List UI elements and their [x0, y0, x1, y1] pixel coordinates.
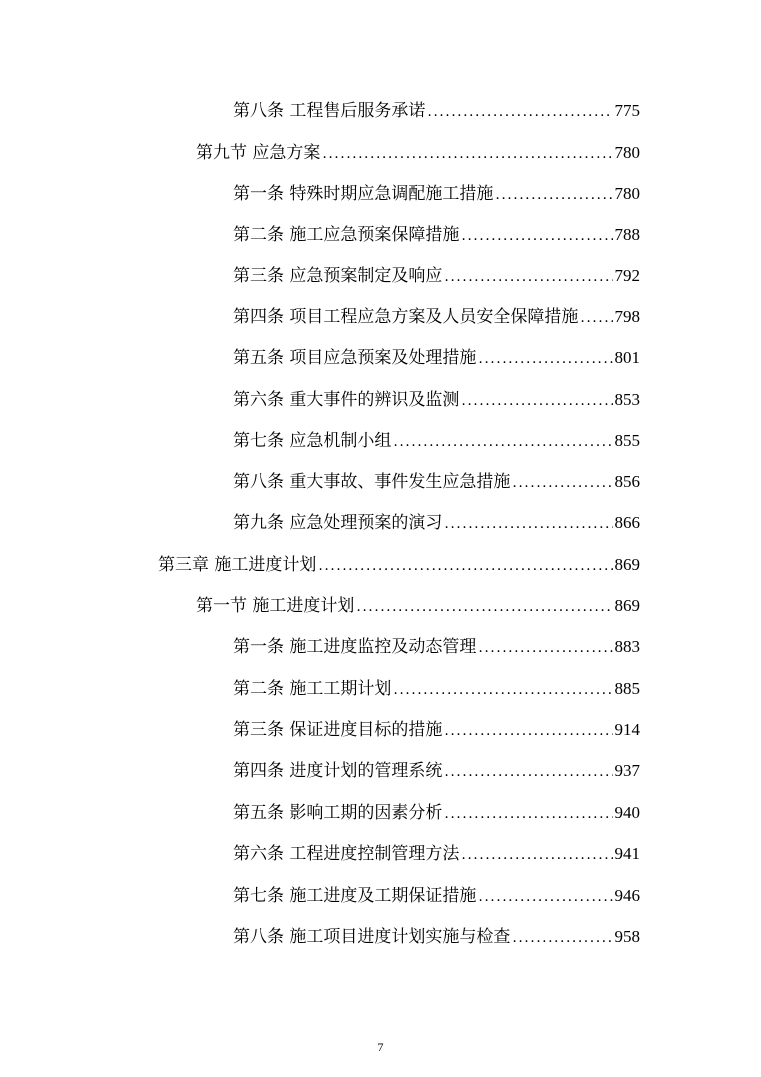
toc-entry-title: 第二条 施工工期计划: [233, 679, 392, 699]
toc-leader-dots: [461, 842, 612, 868]
toc-entry: [233, 428, 640, 454]
toc-entry-page: 941: [614, 844, 640, 863]
toc-entry-title: 第八条 重大事故、事件发生应急措施: [233, 472, 511, 492]
toc-entry: [233, 510, 640, 536]
toc-entry-title: 第二条 施工应急预案保障措施: [233, 225, 460, 245]
toc-entry: [233, 304, 640, 330]
toc-leader-dots: [444, 718, 612, 744]
toc-entry: [233, 841, 640, 867]
toc-entry: [233, 883, 640, 909]
toc-leader-dots: [356, 594, 612, 620]
toc-entry-title: 第五条 影响工期的因素分析: [233, 803, 443, 823]
toc-entry-title: 第八条 施工项目进度计划实施与检查: [233, 927, 511, 947]
toc-entry-page: 869: [614, 555, 640, 574]
toc-leader-dots: [393, 429, 612, 455]
toc-entry-title: 第四条 进度计划的管理系统: [233, 761, 443, 781]
toc-entry-page: 855: [614, 431, 640, 450]
toc-entry-page: 937: [614, 761, 640, 780]
toc-entry-page: 788: [614, 225, 640, 244]
toc-entry: [233, 98, 640, 124]
toc-entry-page: 798: [614, 307, 640, 326]
toc-entry: [233, 222, 640, 248]
toc-entry-page: 914: [614, 720, 640, 739]
toc-entry-page: 792: [614, 266, 640, 285]
page-number: 7: [377, 1040, 384, 1054]
toc-entry: [233, 469, 640, 495]
toc-leader-dots: [318, 553, 612, 579]
toc-entry-title: 第一条 施工进度监控及动态管理: [233, 637, 477, 657]
toc-leader-dots: [393, 677, 612, 703]
toc-entry: [196, 593, 640, 619]
toc-entry: [233, 758, 640, 784]
toc-entry-title: 第五条 项目应急预案及处理措施: [233, 348, 477, 368]
toc-entry-page: 780: [614, 143, 640, 162]
toc-entry: [233, 181, 640, 207]
toc-leader-dots: [512, 470, 612, 496]
toc-leader-dots: [478, 635, 612, 661]
toc-entry-page: 780: [614, 184, 640, 203]
toc-entry-title: 第六条 工程进度控制管理方法: [233, 844, 460, 864]
toc-leader-dots: [444, 759, 612, 785]
toc-entry-title: 第一节 施工进度计划: [196, 596, 355, 616]
toc-leader-dots: [444, 511, 612, 537]
toc-leader-dots: [444, 801, 612, 827]
toc-entry-page: 940: [614, 803, 640, 822]
toc-entry: [233, 924, 640, 950]
toc-leader-dots: [444, 264, 612, 290]
toc-leader-dots: [461, 223, 612, 249]
toc-entry: [196, 140, 640, 166]
toc-entry-title: 第八条 工程售后服务承诺: [233, 101, 426, 121]
toc-entry-title: 第七条 应急机制小组: [233, 431, 392, 451]
toc-leader-dots: [478, 346, 612, 372]
toc-leader-dots: [461, 388, 612, 414]
toc-leader-dots: [322, 141, 612, 167]
toc-entry-page: 869: [614, 596, 640, 615]
toc-entry-title: 第一条 特殊时期应急调配施工措施: [233, 184, 494, 204]
toc-entry-title: 第三章 施工进度计划: [158, 555, 317, 575]
toc-entry: [233, 717, 640, 743]
toc-entry-title: 第七条 施工进度及工期保证措施: [233, 886, 477, 906]
toc-entry: [233, 634, 640, 660]
toc-entry: [158, 552, 640, 578]
toc-entry-page: 856: [614, 472, 640, 491]
toc-leader-dots: [478, 884, 612, 910]
toc-entry-page: 853: [614, 390, 640, 409]
toc-leader-dots: [580, 305, 612, 331]
toc-entry-title: 第四条 项目工程应急方案及人员安全保障措施: [233, 307, 579, 327]
toc-leader-dots: [495, 182, 612, 208]
toc-entry-title: 第六条 重大事件的辨识及监测: [233, 390, 460, 410]
toc-entry: [233, 676, 640, 702]
toc-leader-dots: [512, 925, 612, 951]
toc-entry-page: 801: [614, 348, 640, 367]
toc-entry-title: 第九条 应急处理预案的演习: [233, 513, 443, 533]
toc-entry: [233, 263, 640, 289]
toc-entry: [233, 387, 640, 413]
toc-entry-page: 946: [614, 886, 640, 905]
toc-entry-page: 885: [614, 679, 640, 698]
toc-entry-page: 866: [614, 513, 640, 532]
toc-entry-page: 775: [614, 101, 640, 120]
toc-entry: [233, 345, 640, 371]
toc-entry-page: 958: [614, 927, 640, 946]
toc-entry-title: 第三条 应急预案制定及响应: [233, 266, 443, 286]
toc-leader-dots: [427, 99, 612, 125]
toc-entry-title: 第三条 保证进度目标的措施: [233, 720, 443, 740]
toc-entry-title: 第九节 应急方案: [196, 143, 321, 163]
toc-entry-page: 883: [614, 637, 640, 656]
toc-entry: [233, 800, 640, 826]
